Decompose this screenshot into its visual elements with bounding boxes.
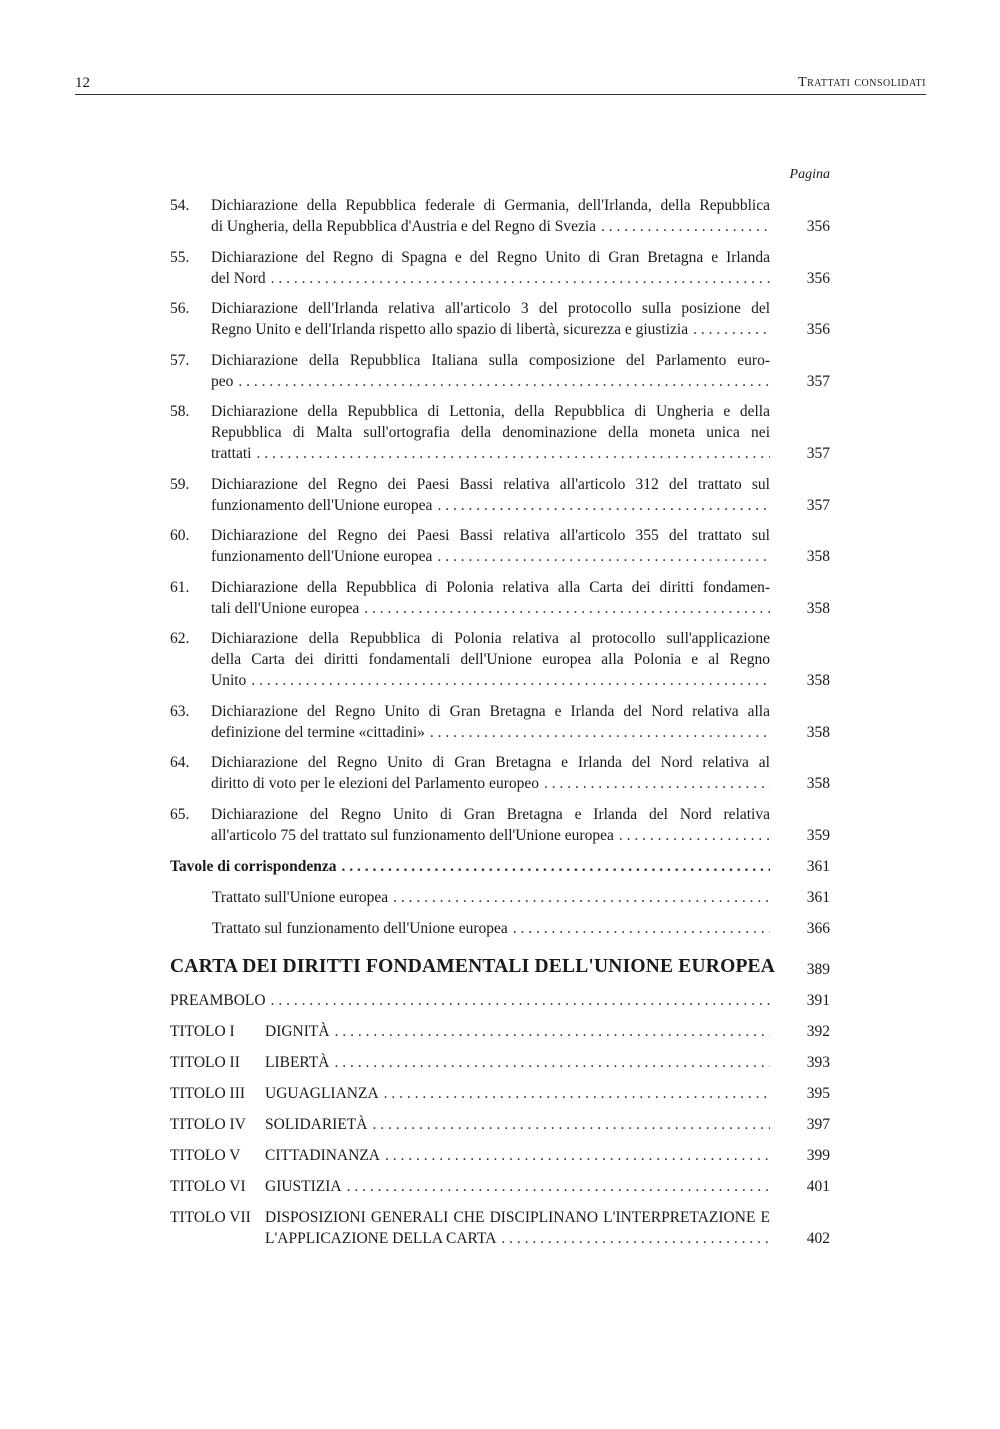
entry-title-text: peo [211, 373, 234, 390]
entry-page-number: 358 [806, 724, 830, 741]
entry-page-number: 358 [806, 775, 830, 792]
entry-title-line [211, 268, 770, 289]
dot-leader [256, 443, 770, 464]
dot-leader [601, 216, 770, 237]
entry-title-line: Dichiarazione dell'Irlanda relativa all'articolo 3 del protocollo sulla posizione del [211, 300, 770, 317]
entry-title [211, 195, 770, 237]
entry-title-text: di Ungheria, della Repubblica d'Austria e del Regno di Svezia [211, 218, 597, 235]
toc-entry[interactable] [170, 350, 830, 392]
tavole-item-tfue-text: Trattato sul funzionamento dell'Unione europea [212, 920, 508, 937]
dot-leader [342, 856, 771, 877]
entry-page-number: 357 [806, 373, 830, 390]
toc-entry[interactable] [170, 195, 830, 237]
tavole-heading-label [170, 856, 770, 877]
toc-entry[interactable] [170, 525, 830, 567]
entry-title [211, 628, 770, 691]
toc-entry[interactable] [170, 628, 830, 691]
titolo-page: 393 [806, 1054, 830, 1071]
titolo-entry[interactable] [170, 1176, 830, 1197]
dot-leader [271, 990, 770, 1011]
entry-page-number: 356 [806, 270, 830, 287]
titolo-title-line [265, 1083, 770, 1104]
titolo-entry[interactable] [170, 1114, 830, 1135]
dot-leader [364, 598, 770, 619]
dot-leader [619, 825, 770, 846]
entry-title-line: Dichiarazione del Regno dei Paesi Bassi relativa all'articolo 312 del trattato sul [211, 476, 770, 493]
entry-title-line [211, 216, 770, 237]
entry-title [211, 350, 770, 392]
titolo-title-text: LIBERTÀ [265, 1054, 330, 1071]
titolo-title [265, 1207, 770, 1249]
entry-title-line: Dichiarazione della Repubblica di Polonia relativa alla Carta dei diritti fondamen- [211, 579, 770, 596]
titolo-title-text: CITTADINANZA [265, 1147, 380, 1164]
dot-leader [393, 887, 770, 908]
titolo-title-line [265, 1114, 770, 1135]
entry-title [211, 247, 770, 289]
titolo-number: TITOLO I [170, 1023, 235, 1040]
entry-title-text: definizione del termine «cittadini» [211, 724, 425, 741]
entry-number: 60. [170, 527, 190, 544]
entry-title [211, 298, 770, 340]
entry-title-line [211, 371, 770, 392]
page-header [75, 72, 926, 95]
toc-entry[interactable] [170, 474, 830, 516]
titolo-title-text: DIGNITÀ [265, 1023, 330, 1040]
entry-title-text: funzionamento dell'Unione europea [211, 548, 433, 565]
entry-title-line [211, 319, 770, 340]
titolo-title [265, 1145, 770, 1166]
titolo-page: 401 [806, 1178, 830, 1195]
entry-title [211, 701, 770, 743]
entry-title-line: Dichiarazione della Repubblica Italiana sulla composizione del Parlamento euro- [211, 352, 770, 369]
titolo-entry[interactable] [170, 1021, 830, 1042]
dot-leader [437, 495, 770, 516]
entry-title-line: Dichiarazione del Regno di Spagna e del Regno Unito di Gran Bretagna e Irlanda [211, 249, 770, 266]
entry-title-line [211, 825, 770, 846]
tavole-heading-page: 361 [806, 858, 830, 875]
entry-title-text: diritto di voto per le elezioni del Parlamento europeo [211, 775, 539, 792]
toc-entry[interactable] [170, 577, 830, 619]
entry-title-text: all'articolo 75 del trattato sul funzionamento dell'Unione europea [211, 827, 614, 844]
entry-page-number: 358 [806, 672, 830, 689]
dot-leader [385, 1145, 770, 1166]
entry-number: 62. [170, 630, 190, 647]
titolo-page: 402 [806, 1230, 830, 1247]
titolo-page: 397 [806, 1116, 830, 1133]
titolo-number: TITOLO VI [170, 1178, 246, 1195]
entry-title-line: Repubblica di Malta sull'ortografia della denominazione della moneta unica nei [211, 424, 770, 441]
entry-page-number: 357 [806, 445, 830, 462]
entry-title-text: trattati [211, 445, 252, 462]
running-title: Trattati consolidati [798, 75, 926, 90]
titolo-page: 395 [806, 1085, 830, 1102]
entry-title-line: Dichiarazione del Regno Unito di Gran Bretagna e Irlanda del Nord relativa al [211, 754, 770, 771]
preambolo-entry-label [170, 990, 770, 1011]
entry-title-line: Dichiarazione della Repubblica federale di Germania, dell'Irlanda, della Repubblica [211, 197, 770, 214]
entry-title-line [211, 546, 770, 567]
titolo-title [265, 1021, 770, 1042]
titolo-title [265, 1052, 770, 1073]
entry-title [211, 401, 770, 464]
toc-entry[interactable] [170, 247, 830, 289]
titolo-title-line [265, 1052, 770, 1073]
entry-number: 59. [170, 476, 190, 493]
dot-leader [513, 918, 770, 939]
entry-page-number: 356 [806, 218, 830, 235]
tavole-item-tue-page: 361 [806, 889, 830, 906]
entry-title-text: del Nord [211, 270, 266, 287]
entry-title-line [211, 598, 770, 619]
tavole-item-tfue-page: 366 [806, 920, 830, 937]
titolo-entry[interactable] [170, 1083, 830, 1104]
titolo-title-text: L'APPLICAZIONE DELLA CARTA [265, 1230, 497, 1247]
entry-number: 55. [170, 249, 190, 266]
entry-title-text: tali dell'Unione europea [211, 600, 360, 617]
entry-title [211, 525, 770, 567]
entry-title-line [211, 773, 770, 794]
titolo-number: TITOLO IV [170, 1116, 246, 1133]
dot-leader [238, 371, 770, 392]
dot-leader [251, 670, 770, 691]
titolo-entry[interactable] [170, 1207, 830, 1249]
entry-title-line: Dichiarazione del Regno Unito di Gran Bretagna e Irlanda del Nord relativa [211, 806, 770, 823]
entry-page-number: 359 [806, 827, 830, 844]
titolo-page: 392 [806, 1023, 830, 1040]
toc-entry[interactable] [170, 401, 830, 464]
dot-leader [384, 1083, 770, 1104]
titolo-title-line [265, 1176, 770, 1197]
entry-number: 65. [170, 806, 190, 823]
tavole-item-tue-text: Trattato sull'Unione europea [212, 889, 389, 906]
entry-title-text: funzionamento dell'Unione europea [211, 497, 433, 514]
titolo-number: TITOLO III [170, 1085, 246, 1102]
entry-title [211, 752, 770, 794]
dot-leader [430, 722, 770, 743]
entry-title-line: Dichiarazione della Repubblica di Lettonia, della Repubblica di Ungheria e della [211, 403, 770, 420]
titolo-title-line [265, 1145, 770, 1166]
tavole-item-tfue-label [212, 918, 770, 939]
preambolo-entry-page: 391 [806, 992, 830, 1009]
titolo-title [265, 1176, 770, 1197]
entry-title-line: Dichiarazione del Regno Unito di Gran Bretagna e Irlanda del Nord relativa alla [211, 703, 770, 720]
titolo-title-text: UGUAGLIANZA [265, 1085, 379, 1102]
dot-leader [501, 1228, 770, 1249]
entry-title-line [211, 495, 770, 516]
tavole-heading-text: Tavole di corrispondenza [170, 858, 337, 875]
entry-title-text: Unito [211, 672, 247, 689]
entry-page-number: 356 [806, 321, 830, 338]
titolo-number: TITOLO II [170, 1054, 240, 1071]
titolo-title [265, 1114, 770, 1135]
toc-entry[interactable] [170, 752, 830, 794]
entry-title [211, 474, 770, 516]
preambolo-entry-text: PREAMBOLO [170, 992, 266, 1009]
dot-leader [372, 1114, 770, 1135]
entry-number: 56. [170, 300, 190, 317]
entry-page-number: 358 [806, 548, 830, 565]
entry-title-line: della Carta dei diritti fondamentali dell'Unione europea alla Polonia e al Regno [211, 651, 770, 668]
titolo-title [265, 1083, 770, 1104]
entry-title-line [211, 722, 770, 743]
entry-title-text: Regno Unito e dell'Irlanda rispetto allo spazio di libertà, sicurezza e giustizia [211, 321, 689, 338]
entry-page-number: 358 [806, 600, 830, 617]
dot-leader [335, 1052, 770, 1073]
titolo-page: 399 [806, 1147, 830, 1164]
dot-leader [544, 773, 770, 794]
entry-number: 57. [170, 352, 190, 369]
entry-number: 61. [170, 579, 190, 596]
titolo-number: TITOLO VII [170, 1209, 251, 1226]
toc-entry[interactable] [170, 298, 830, 340]
titolo-title-text: GIUSTIZIA [265, 1178, 342, 1195]
titolo-entry[interactable] [170, 1145, 830, 1166]
carta-page: 389 [806, 961, 830, 978]
tavole-item-tue-label [212, 887, 770, 908]
entry-title-line: Dichiarazione della Repubblica di Polonia relativa al protocollo sull'applicazione [211, 630, 770, 647]
entry-page-number: 357 [806, 497, 830, 514]
dot-leader [347, 1176, 770, 1197]
titolo-title-text: SOLIDARIETÀ [265, 1116, 368, 1133]
dot-leader [335, 1021, 770, 1042]
entry-title-line [211, 443, 770, 464]
titolo-title-line [265, 1021, 770, 1042]
entry-number: 58. [170, 403, 190, 420]
titolo-title-line [265, 1228, 770, 1249]
dot-leader [693, 319, 770, 340]
entry-title-line [211, 670, 770, 691]
entry-title-line: Dichiarazione del Regno dei Paesi Bassi relativa all'articolo 355 del trattato sul [211, 527, 770, 544]
entry-number: 63. [170, 703, 190, 720]
page-number: 12 [75, 75, 90, 91]
titolo-title-line: DISPOSIZIONI GENERALI CHE DISCIPLINANO L'INTERPRETAZIONE E [265, 1209, 770, 1226]
toc-entry[interactable] [170, 701, 830, 743]
entry-title [211, 577, 770, 619]
entry-title [211, 804, 770, 846]
entry-number: 54. [170, 197, 190, 214]
carta-title: CARTA DEI DIRITTI FONDAMENTALI DELL'UNIONE EUROPEA [170, 956, 776, 977]
toc-entry[interactable] [170, 804, 830, 846]
pagina-column-label: Pagina [789, 167, 830, 182]
dot-leader [271, 268, 770, 289]
entry-number: 64. [170, 754, 190, 771]
titolo-number: TITOLO V [170, 1147, 241, 1164]
titolo-entry[interactable] [170, 1052, 830, 1073]
dot-leader [437, 546, 770, 567]
